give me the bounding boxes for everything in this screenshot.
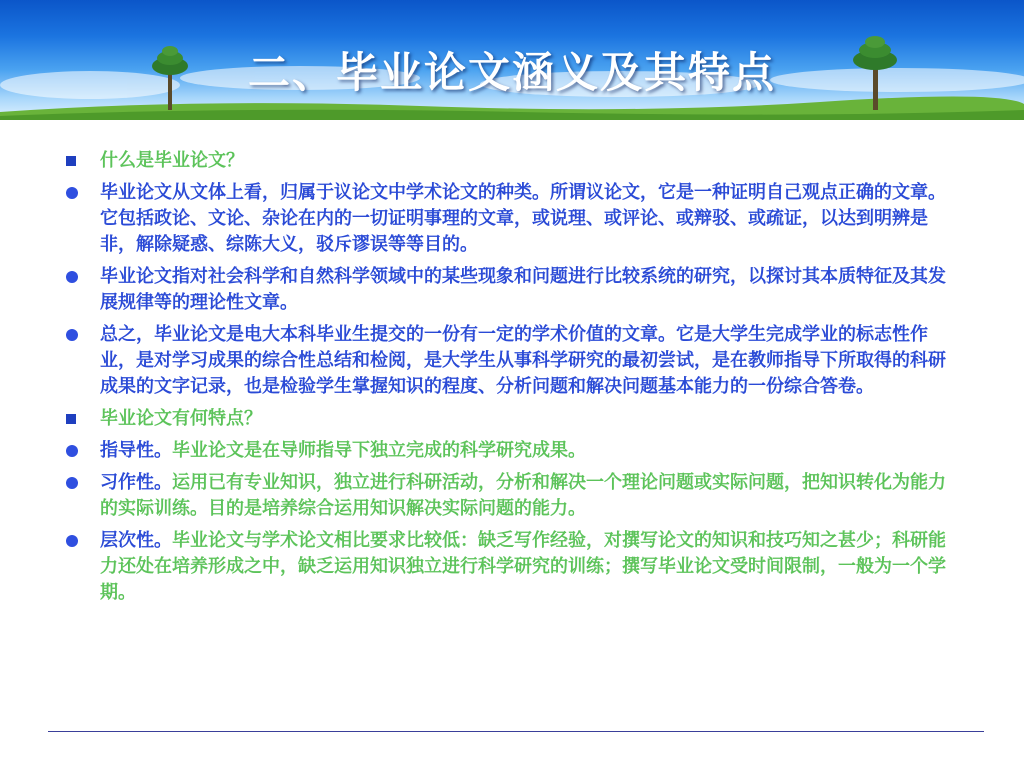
bullet-item-guidance: 指导性。毕业论文是在导师指导下独立完成的科学研究成果。 bbox=[58, 438, 958, 464]
feature-term: 层次性。 bbox=[100, 530, 172, 551]
round-bullet-icon bbox=[64, 180, 80, 206]
round-bullet-icon bbox=[64, 470, 80, 496]
square-bullet-icon bbox=[64, 148, 80, 174]
bullet-item: 毕业论文指对社会科学和自然科学领域中的某些现象和问题进行比较系统的研究，以探讨其本质特征及其发展规律等的理论性文章。 bbox=[58, 264, 958, 316]
slide-content bbox=[58, 148, 958, 612]
slide-title: 二、毕业论文涵义及其特点 bbox=[247, 48, 776, 97]
bullet-item: 总之，毕业论文是电大本科毕业生提交的一份有一定的学术价值的文章。它是大学生完成学业的标志性作业，是对学习成果的综合性总结和检阅，是大学生从事科学研究的最初尝试，是在教师指导下所取得的科研成果的文字记录，也是检验学生掌握知识的程度、分析问题和解决问题基本能力的一份综合答卷。 bbox=[58, 322, 958, 400]
round-bullet-icon bbox=[64, 438, 80, 464]
bullet-item-level: 层次性。毕业论文与学术论文相比要求比较低：缺乏写作经验，对撰写论文的知识和技巧知之甚少；科研能力还处在培养形成之中，缺乏运用知识独立进行科学研究的训练；撰写毕业论文受时间限制，一般为一个学期。 bbox=[58, 528, 958, 606]
square-bullet-icon bbox=[64, 406, 80, 432]
bullet-item: 毕业论文从文体上看，归属于议论文中学术论文的种类。所谓议论文，它是一种证明自己观点正确的文章。它包括政论、文论、杂论在内的一切证明事理的文章，或说理、或评论、或辩驳、或疏证，以达到明辨是非，解除疑惑、综陈大义，驳斥谬误等等目的。 bbox=[58, 180, 958, 258]
round-bullet-icon bbox=[64, 264, 80, 290]
feature-term: 指导性。 bbox=[100, 440, 172, 461]
round-bullet-icon bbox=[64, 322, 80, 348]
header-banner bbox=[0, 0, 1024, 120]
round-bullet-icon bbox=[64, 528, 80, 554]
feature-term: 习作性。 bbox=[100, 472, 172, 493]
bullet-item-practice: 习作性。运用已有专业知识，独立进行科研活动，分析和解决一个理论问题或实际问题，把知识转化为能力的实际训练。目的是培养综合运用知识解决实际问题的能力。 bbox=[58, 470, 958, 522]
section-heading-definition: 什么是毕业论文？ bbox=[58, 148, 958, 174]
section-heading-features: 毕业论文有何特点？ bbox=[58, 406, 958, 432]
footer-divider bbox=[48, 731, 984, 732]
